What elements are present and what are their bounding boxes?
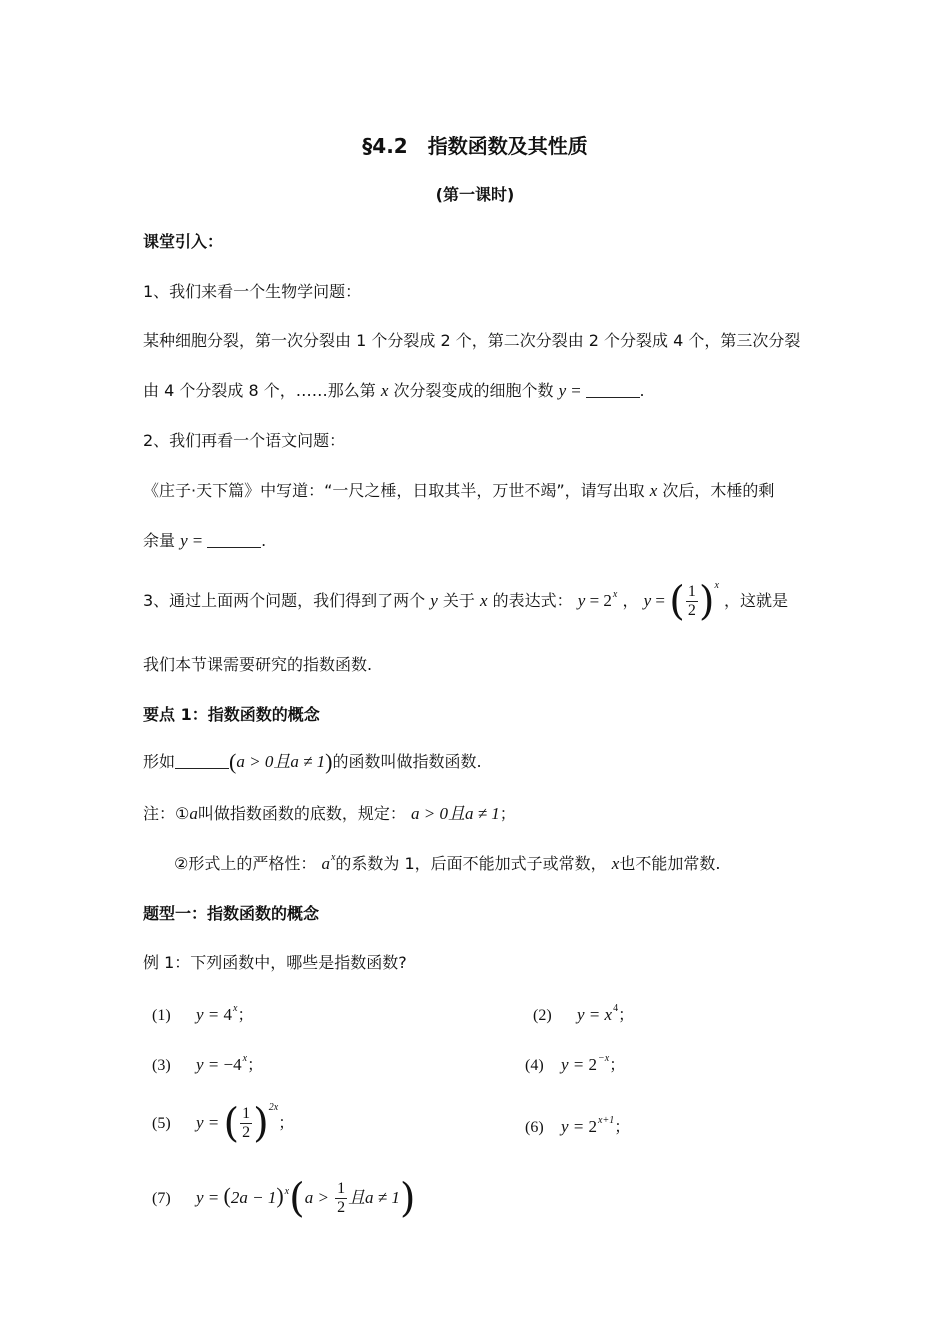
list-item: (2) $y = x^4$； [533,1003,635,1024]
q2-line2-text: 余量 [143,531,176,550]
q1-line1: 某种细胞分裂，第一次分裂由 1 个分裂成 2 个，第二次分裂由 2 个分裂成 4 个，第三次分裂 [143,331,801,350]
exponent: x [612,589,618,600]
var-y: y [180,531,188,550]
var-x: x [380,381,389,400]
type1-heading: 题型一：指数函数的概念 [143,904,320,923]
q2-head: 2、我们再看一个语文问题： [143,431,346,450]
q3-text-a: 3、通过上面两个问题，我们得到了两个 [143,591,426,610]
exponent: x [714,580,719,591]
point1-definition: 形如 (a > 0且a ≠ 1)的函数叫做指数函数. [143,749,482,774]
q2-line1-text-b: 次后，木棰的剩 [662,481,775,500]
var-a: a [189,804,198,823]
exponent: x [330,852,336,863]
var-y: y [643,591,652,610]
def-text-b: 的函数叫做指数函数. [332,752,482,771]
q3-text-d: ，这就是 [723,591,788,610]
q2-line1-text: 《庄子·天下篇》中写道：“一尺之棰，日取其半，万世不竭”，请写出取 [143,481,645,500]
var-y: y [577,591,586,610]
page-title: §4.2 指数函数及其性质 [362,134,588,158]
note-1 [143,804,516,824]
q1-line2-text-b: 次分裂变成的细胞个数 [393,381,554,400]
list-item: (4) $y = 2^{-x}$； [525,1053,626,1074]
var-x: x [649,481,658,500]
equals-sign: = [571,381,581,400]
q1-line2-text: 由 4 个分裂成 8 个，……那么第 [143,381,376,400]
list-item: (7) $y = (2a - 1)^x(a$ > $\frac{1}{2}$ 且a ≠ 1) [152,1175,416,1222]
list-item: (6) $y = 2^{x+1}$； [525,1115,631,1136]
q2-line2 [143,531,266,551]
q1-line2 [143,381,644,401]
note1-end: ； [499,804,516,823]
q1-head: 1、我们来看一个生物学问题： [143,282,362,301]
separator: ， [622,591,639,610]
answer-blank [586,383,640,398]
note1-text-a: 注：① [143,804,190,823]
var-a: a [321,854,330,873]
note2-text-a: ②形式上的严格性： [174,854,317,873]
period: . [639,381,645,400]
point1-heading: 要点 1：指数函数的概念 [143,705,320,724]
equals-sign: = [192,531,203,550]
expr1-base: 2 [603,591,612,610]
q2-line1 [143,481,774,501]
answer-blank [207,533,261,548]
q3-line1: 3、通过上面两个问题，我们得到了两个 y 关于 x 的表达式： $y = 2^x$ ， y = ( $\frac{1}{2}$ )$^x$ ，这就是 [143,578,788,625]
note1-text-b: 叫做指数函数的底数，规定： [197,804,406,823]
q3-text-b: 关于 [442,591,475,610]
list-item: (1) $y = 4^x$； [152,1003,254,1024]
answer-blank [175,754,229,769]
condition: a > 0且a ≠ 1 [236,752,326,771]
var-y: y [430,591,438,610]
list-item: (5) y = ( $\frac{1}{2}$ )$^{2x}$； [152,1100,295,1147]
example-1: 例 1：下列函数中，哪些是指数函数? [143,953,407,972]
var-x: x [480,591,488,610]
def-text-a: 形如 [143,752,176,771]
note-2 [174,854,720,877]
page-subtitle: (第一课时) [435,185,515,204]
var-y: y [558,381,567,400]
intro-heading: 课堂引入： [143,232,224,251]
note2-text-c: 也不能加常数. [619,854,721,873]
list-item: (3) $y = -4^x$； [152,1053,264,1074]
fraction-half: $\frac{1}{2}$ [687,583,696,619]
q3-text-c: 的表达式： [492,591,573,610]
condition: a > 0且a ≠ 1 [410,804,500,823]
var-x: x [611,854,620,873]
note2-text-b: 的系数为 1，后面不能加式子或常数， [335,854,607,873]
period: . [261,531,266,550]
q3-line2: 我们本节课需要研究的指数函数. [143,655,373,674]
